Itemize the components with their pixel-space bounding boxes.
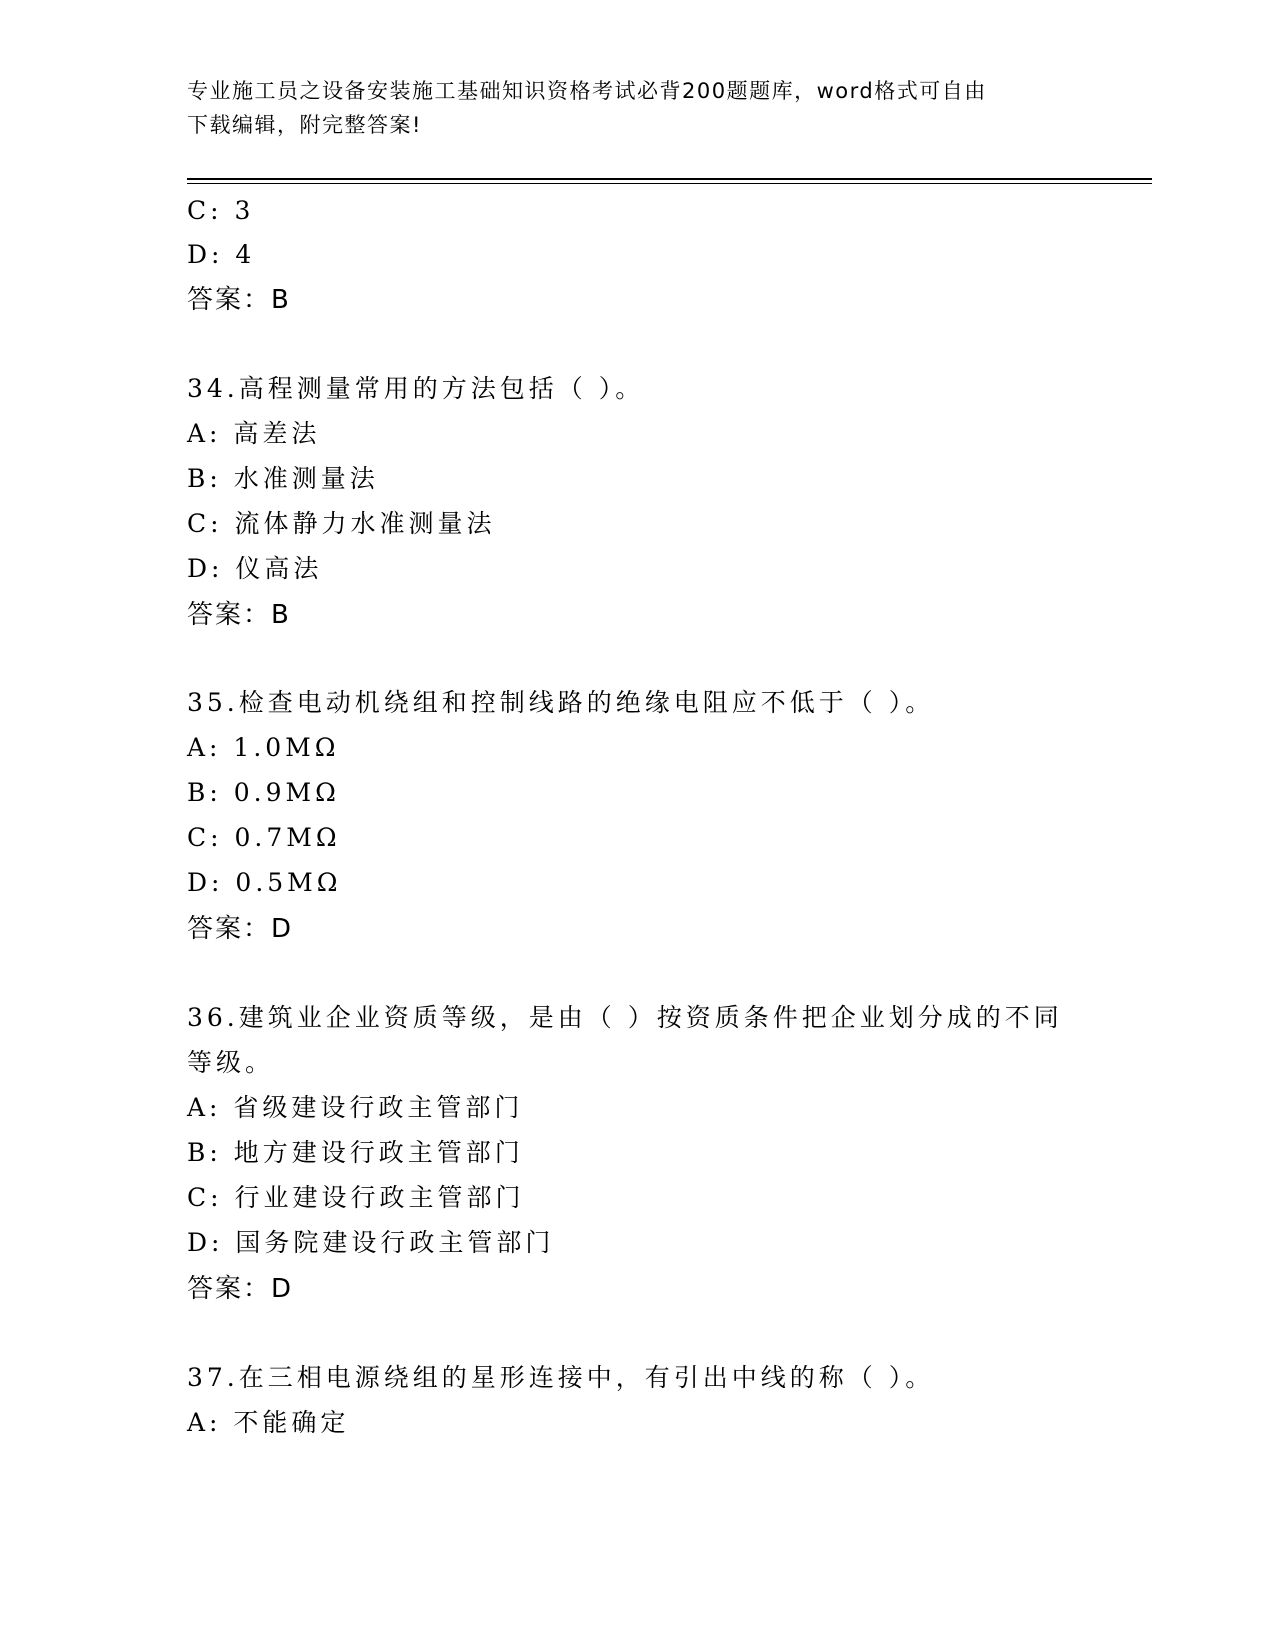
prev-answer: 答案：B — [187, 285, 291, 315]
header-line-2: 下载编辑，附完整答案! — [187, 113, 422, 137]
prev-option-d: D: 4 — [187, 240, 256, 269]
header-divider-thin — [187, 183, 1152, 184]
question-34-answer: 答案：B — [187, 600, 291, 630]
header-divider-thick — [187, 178, 1152, 180]
question-35-stem: 35.检查电动机绕组和控制线路的绝缘电阻应不低于（ ）。 — [187, 688, 935, 717]
question-35-answer: 答案：D — [187, 914, 294, 944]
question-36-stem-line-2: 等级。 — [187, 1048, 275, 1077]
question-35-option-d: D: 0.5MΩ — [187, 868, 342, 897]
question-36-stem-line-1: 36.建筑业企业资质等级，是由（ ）按资质条件把企业划分成的不同 — [187, 1003, 1063, 1032]
question-36-option-b: B: 地方建设行政主管部门 — [187, 1138, 524, 1167]
question-35-option-a: A: 1.0MΩ — [187, 733, 340, 762]
question-35-option-b: B: 0.9MΩ — [187, 778, 340, 807]
question-36-option-a: A: 省级建设行政主管部门 — [187, 1093, 524, 1122]
question-34-option-c: C: 流体静力水准测量法 — [187, 509, 496, 538]
header-line-1: 专业施工员之设备安装施工基础知识资格考试必背200题题库，word格式可自由 — [187, 79, 987, 103]
document-header — [187, 74, 1087, 142]
question-34-option-b: B: 水准测量法 — [187, 464, 379, 493]
question-34-option-d: D: 仪高法 — [187, 554, 323, 583]
prev-option-c: C: 3 — [187, 196, 255, 225]
question-34-stem: 34.高程测量常用的方法包括（ ）。 — [187, 374, 645, 403]
question-35-option-c: C: 0.7MΩ — [187, 823, 341, 852]
question-37-option-a: A: 不能确定 — [187, 1408, 350, 1437]
question-37-stem: 37.在三相电源绕组的星形连接中，有引出中线的称（ ）。 — [187, 1363, 935, 1392]
question-36-option-d: D: 国务院建设行政主管部门 — [187, 1228, 555, 1257]
question-34-option-a: A: 高差法 — [187, 419, 321, 448]
question-36-option-c: C: 行业建设行政主管部门 — [187, 1183, 525, 1212]
question-36-answer: 答案：D — [187, 1274, 294, 1304]
